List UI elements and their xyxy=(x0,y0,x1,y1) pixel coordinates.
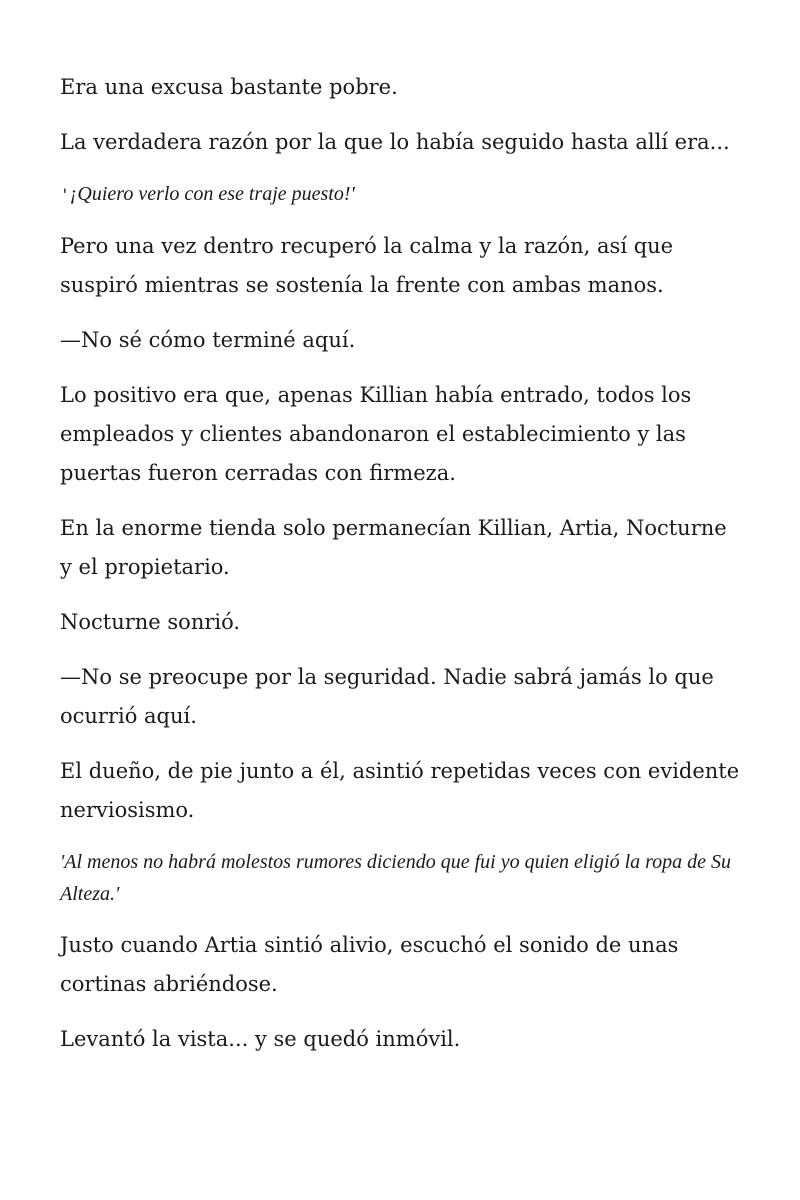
paragraph: En la enorme tienda solo permanecían Killian, Artia, Nocturne y el propietario. xyxy=(60,516,727,579)
paragraph: El dueño, de pie junto a él, asintió repetidas veces con evidente nerviosismo. xyxy=(60,759,740,822)
paragraph: Levantó la vista... y se quedó inmóvil. xyxy=(60,1027,461,1051)
thought-text: 'Al menos no habrá molestos rumores diciendo que fui yo quien eligió la ropa de Su Alteza.' xyxy=(60,851,732,905)
paragraph: Nocturne sonrió. xyxy=(60,610,241,634)
paragraph: La verdadera razón por la que lo había seguido hasta allí era... xyxy=(60,130,730,154)
paragraph: Era una excusa bastante pobre. xyxy=(60,75,398,99)
paragraph: Lo positivo era que, apenas Killian había entrado, todos los empleados y clientes abandonaron el establecimiento y las puertas fueron cerradas con firmeza. xyxy=(60,383,692,485)
paragraph: Pero una vez dentro recuperó la calma y la razón, así que suspiró mientras se sostenía la frente con ambas manos. xyxy=(60,234,674,297)
thought-quote-mark: ' xyxy=(60,185,70,204)
dialogue-line: —No se preocupe por la seguridad. Nadie sabrá jamás lo que ocurrió aquí. xyxy=(60,665,714,728)
document-body xyxy=(60,68,740,1075)
inner-thought xyxy=(60,846,740,910)
dialogue-line: —No sé cómo terminé aquí. xyxy=(60,328,356,352)
inner-thought xyxy=(60,178,740,211)
paragraph: Justo cuando Artia sintió alivio, escuchó el sonido de unas cortinas abriéndose. xyxy=(60,933,679,996)
thought-text: ¡Quiero verlo con ese traje puesto!' xyxy=(69,183,355,205)
